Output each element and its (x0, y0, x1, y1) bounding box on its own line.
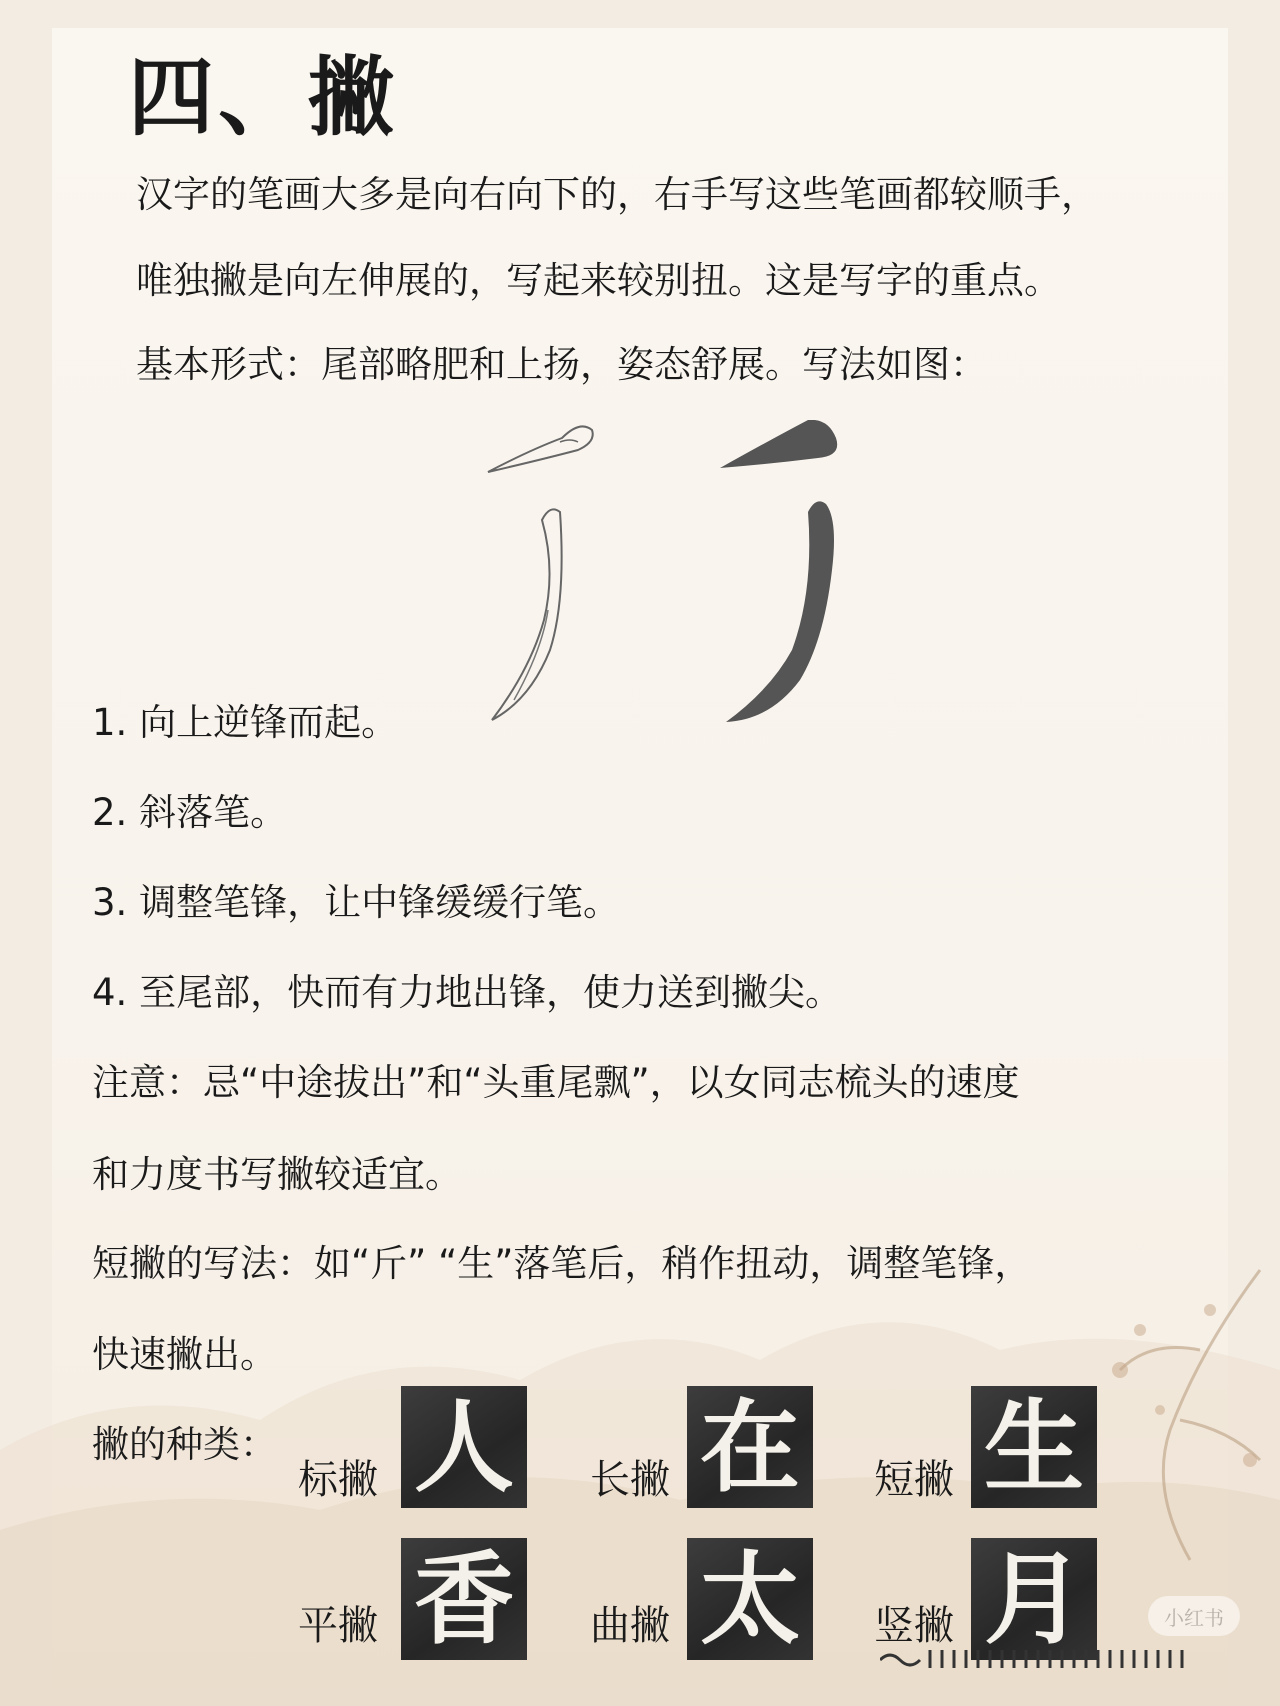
step-2: 2. 斜落笔。 (92, 791, 288, 834)
step-3: 3. 调整笔锋，让中锋缓缓行笔。 (92, 881, 621, 924)
page-title: 四、撇 (128, 48, 398, 148)
char-tile-sheng: 生 (971, 1386, 1097, 1508)
types-heading: 撇的种类： (92, 1423, 277, 1466)
scribble-decoration (880, 1646, 1210, 1670)
short-pie-line-2: 快速撇出。 (92, 1333, 277, 1376)
type-label-biao: 标撇 (298, 1457, 378, 1503)
type-label-chang: 长撇 (590, 1457, 670, 1503)
intro-line-2: 唯独撇是向左伸展的，写起来较别扭。这是写字的重点。 (136, 259, 1061, 302)
type-label-duan: 短撇 (874, 1457, 954, 1503)
note-line-2: 和力度书写撇较适宜。 (92, 1153, 462, 1196)
outline-stroke-vertical (492, 509, 562, 720)
type-label-qu: 曲撇 (590, 1603, 670, 1649)
note-line-1: 注意：忌“中途拔出”和“头重尾飘”，以女同志梳头的速度 (92, 1061, 1020, 1104)
char-tile-tai: 太 (687, 1538, 813, 1660)
stroke-diagram (470, 420, 900, 800)
ink-stroke-top (720, 420, 837, 468)
intro-line-1: 汉字的笔画大多是向右向下的，右手写这些笔画都较顺手， (136, 173, 1098, 216)
type-label-ping: 平撇 (298, 1603, 378, 1649)
char-tile-xiang: 香 (401, 1538, 527, 1660)
step-1: 1. 向上逆锋而起。 (92, 701, 399, 744)
char-tile-ren: 人 (401, 1386, 527, 1508)
intro-line-3: 基本形式：尾部略肥和上扬，姿态舒展。写法如图： (136, 343, 987, 386)
type-label-shu: 竖撇 (874, 1603, 954, 1649)
short-pie-line-1: 短撇的写法：如“斤” “生”落笔后，稍作扭动，调整笔锋， (92, 1242, 1032, 1285)
char-tile-yue: 月 (971, 1538, 1097, 1660)
char-tile-zai: 在 (687, 1386, 813, 1508)
outline-stroke-top (488, 426, 593, 472)
xiaohongshu-watermark: 小红书 (1148, 1596, 1240, 1636)
step-4: 4. 至尾部，快而有力地出锋，使力送到撇尖。 (92, 971, 843, 1014)
ink-stroke-vertical (726, 501, 834, 722)
